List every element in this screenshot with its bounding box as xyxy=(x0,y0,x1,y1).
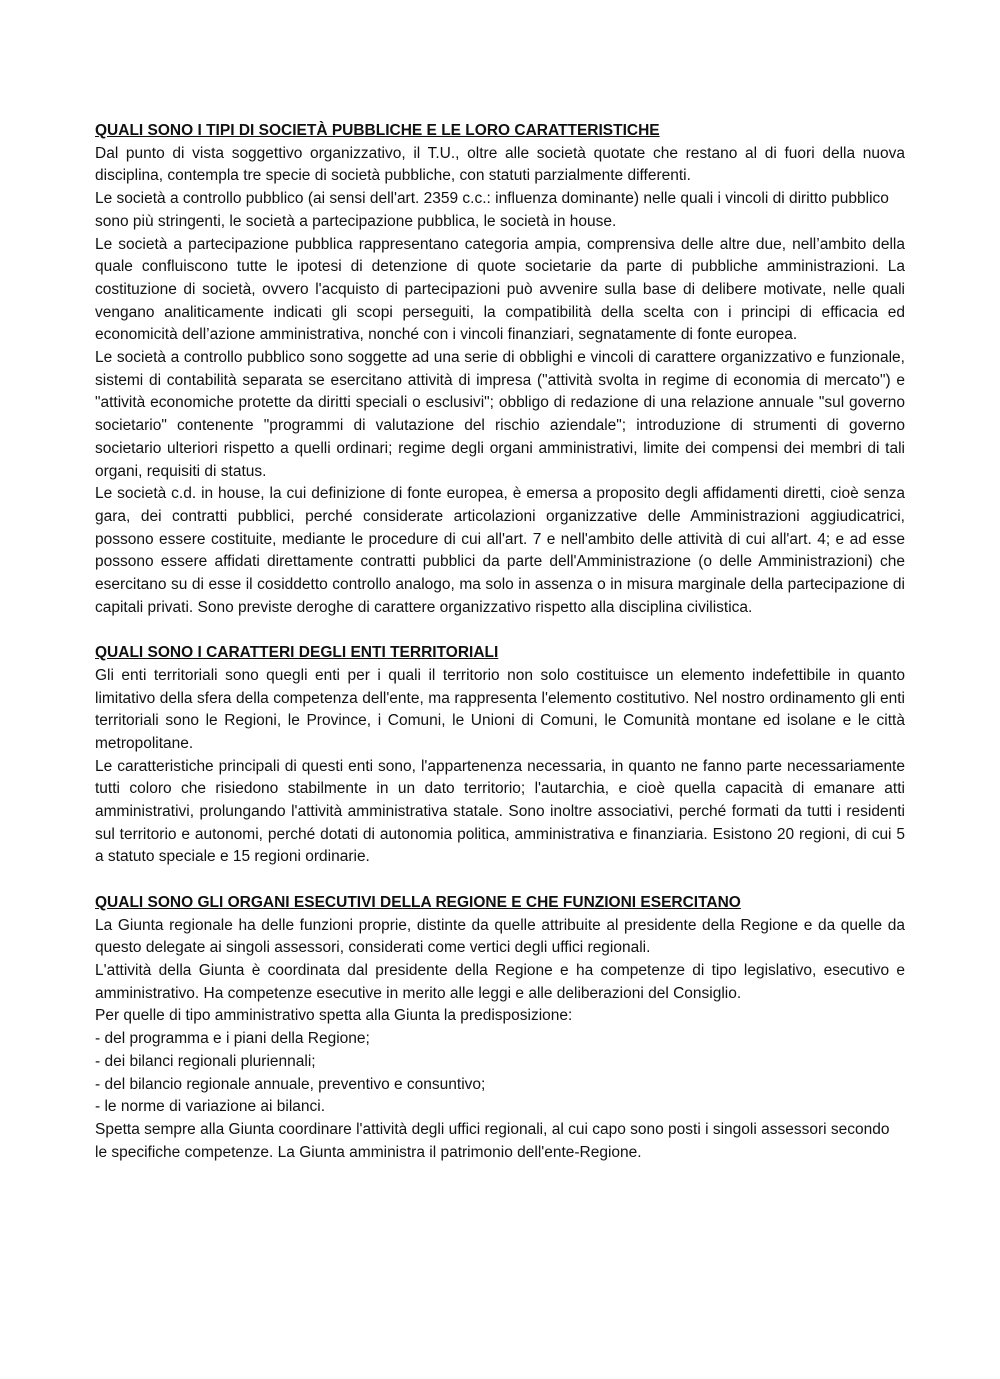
list-item: - del programma e i piani della Regione; xyxy=(95,1030,370,1048)
paragraph: Gli enti territoriali sono quegli enti per i quali il territorio non solo costituisce un elemento indefettibile in quanto limitativo della sfera della competenza dell'ente, ma rappresenta l'elemento costitutivo. Nel nostro ordinamento gli enti territoriali sono le Regioni, le Province, i Comuni, le Unioni di Comuni, le Comunità montane ed isolane e le città metropolitane. xyxy=(95,666,905,752)
paragraph: Dal punto di vista soggettivo organizzativo, il T.U., oltre alle società quotate che restano al di fuori della nuova disciplina, contempla tre specie di società pubbliche, con statuti parzialmente differenti. xyxy=(95,144,905,185)
paragraph: Le società a partecipazione pubblica rappresentano categoria ampia, comprensiva delle altre due, nell’ambito della quale confluiscono tutte le ipotesi di detenzione di quote societarie da parte di pubbliche amministrazioni. La costituzione di società, ovvero l'acquisto di partecipazioni può avvenire sulla base di delibere motivate, nelle quali vengano analiticamente indicati gli scopi perseguiti, la compatibilità della scelta con i principi di efficacia ed economicità dell’azione amministrativa, nonché con i vincoli finanziari, segnatamente di fonte europea. xyxy=(95,235,905,344)
section-heading: QUALI SONO I CARATTERI DEGLI ENTI TERRITORIALI xyxy=(95,644,499,662)
section-heading: QUALI SONO GLI ORGANI ESECUTIVI DELLA REGIONE E CHE FUNZIONI ESERCITANO xyxy=(95,893,741,911)
paragraph: Le società a controllo pubblico sono soggette ad una serie di obblighi e vincoli di carattere organizzativo e funzionale, sistemi di contabilità separata se esercitano attività di impresa ("attività svolta in regime di economia di mercato") e "attività economiche protette da diritti speciali o esclusivi"; obbligo di redazione di una relazione annuale "sul governo societario" contenente "programmi di valutazione del rischio aziendale"; introduzione di strumenti di governo societario ulteriori rispetto a quelli ordinari; regime degli organi amministrativi, limite dei compensi dei membri di tali organi, requisiti di status. xyxy=(95,349,905,480)
document-page xyxy=(95,120,905,1164)
paragraph: La Giunta regionale ha delle funzioni proprie, distinte da quelle attribuite al presidente della Regione e da quelle da questo delegate ai singoli assessori, considerati come vertici degli uffici regionali. xyxy=(95,916,905,957)
bullet-list xyxy=(95,1028,905,1119)
paragraph: Spetta sempre alla Giunta coordinare l'attività degli uffici regionali, al cui capo sono posti i singoli assessori secondo le specifiche competenze. La Giunta amministra il patrimonio dell'ente-Regione. xyxy=(95,1120,890,1161)
section-heading: QUALI SONO I TIPI DI SOCIETÀ PUBBLICHE E LE LORO CARATTERISTICHE xyxy=(95,122,660,139)
section-enti-territoriali xyxy=(95,642,905,869)
paragraph: Per quelle di tipo amministrativo spetta alla Giunta la predisposizione: xyxy=(95,1007,573,1025)
list-item: - le norme di variazione ai bilanci. xyxy=(95,1098,326,1116)
list-item: - del bilancio regionale annuale, preventivo e consuntivo; xyxy=(95,1075,486,1093)
paragraph: Le caratteristiche principali di questi enti sono, l'appartenenza necessaria, in quanto ne fanno parte necessariamente tutti coloro che risiedono stabilmente in un dato territorio; l'autarchia, e cioè quella capacità di emanare atti amministrativi, prolungando l'attività amministrativa statale. Sono inoltre associativi, perché formati da tutti i residenti sul territorio e autonomi, perché dotati di autonomia politica, amministrativa e finanziaria. Esistono 20 regioni, di cui 5 a statuto speciale e 15 regioni ordinarie. xyxy=(95,757,905,866)
paragraph: L'attività della Giunta è coordinata dal presidente della Regione e ha competenze di tipo legislativo, esecutivo e amministrativo. Ha competenze esecutive in merito alle leggi e alle deliberazioni del Consiglio. xyxy=(95,961,905,1002)
section-societa-pubbliche xyxy=(95,120,905,619)
paragraph: Le società c.d. in house, la cui definizione di fonte europea, è emersa a proposito degli affidamenti diretti, cioè senza gara, dei contratti pubblici, perché considerate articolazioni organizzative delle Amministrazioni aggiudicatrici, possono essere costituite, mediante le procedure di cui all'art. 7 e nell'ambito delle attività di cui all'art. 4; e ad esse possono essere affidati direttamente contratti pubblici da parte dell'Amministrazione (o delle Amministrazioni) che esercitano su di esse il cosiddetto controllo analogo, ma solo in assenza o in misura marginale della partecipazione di capitali privati. Sono previste deroghe di carattere organizzativo rispetto alla disciplina civilistica. xyxy=(95,485,905,616)
section-organi-esecutivi xyxy=(95,892,905,1164)
paragraph: Le società a controllo pubblico (ai sensi dell'art. 2359 c.c.: influenza dominante) nelle quali i vincoli di diritto pubblico sono più stringenti, le società a partecipazione pubblica, le società in house. xyxy=(95,190,889,230)
list-item: - dei bilanci regionali pluriennali; xyxy=(95,1052,316,1070)
